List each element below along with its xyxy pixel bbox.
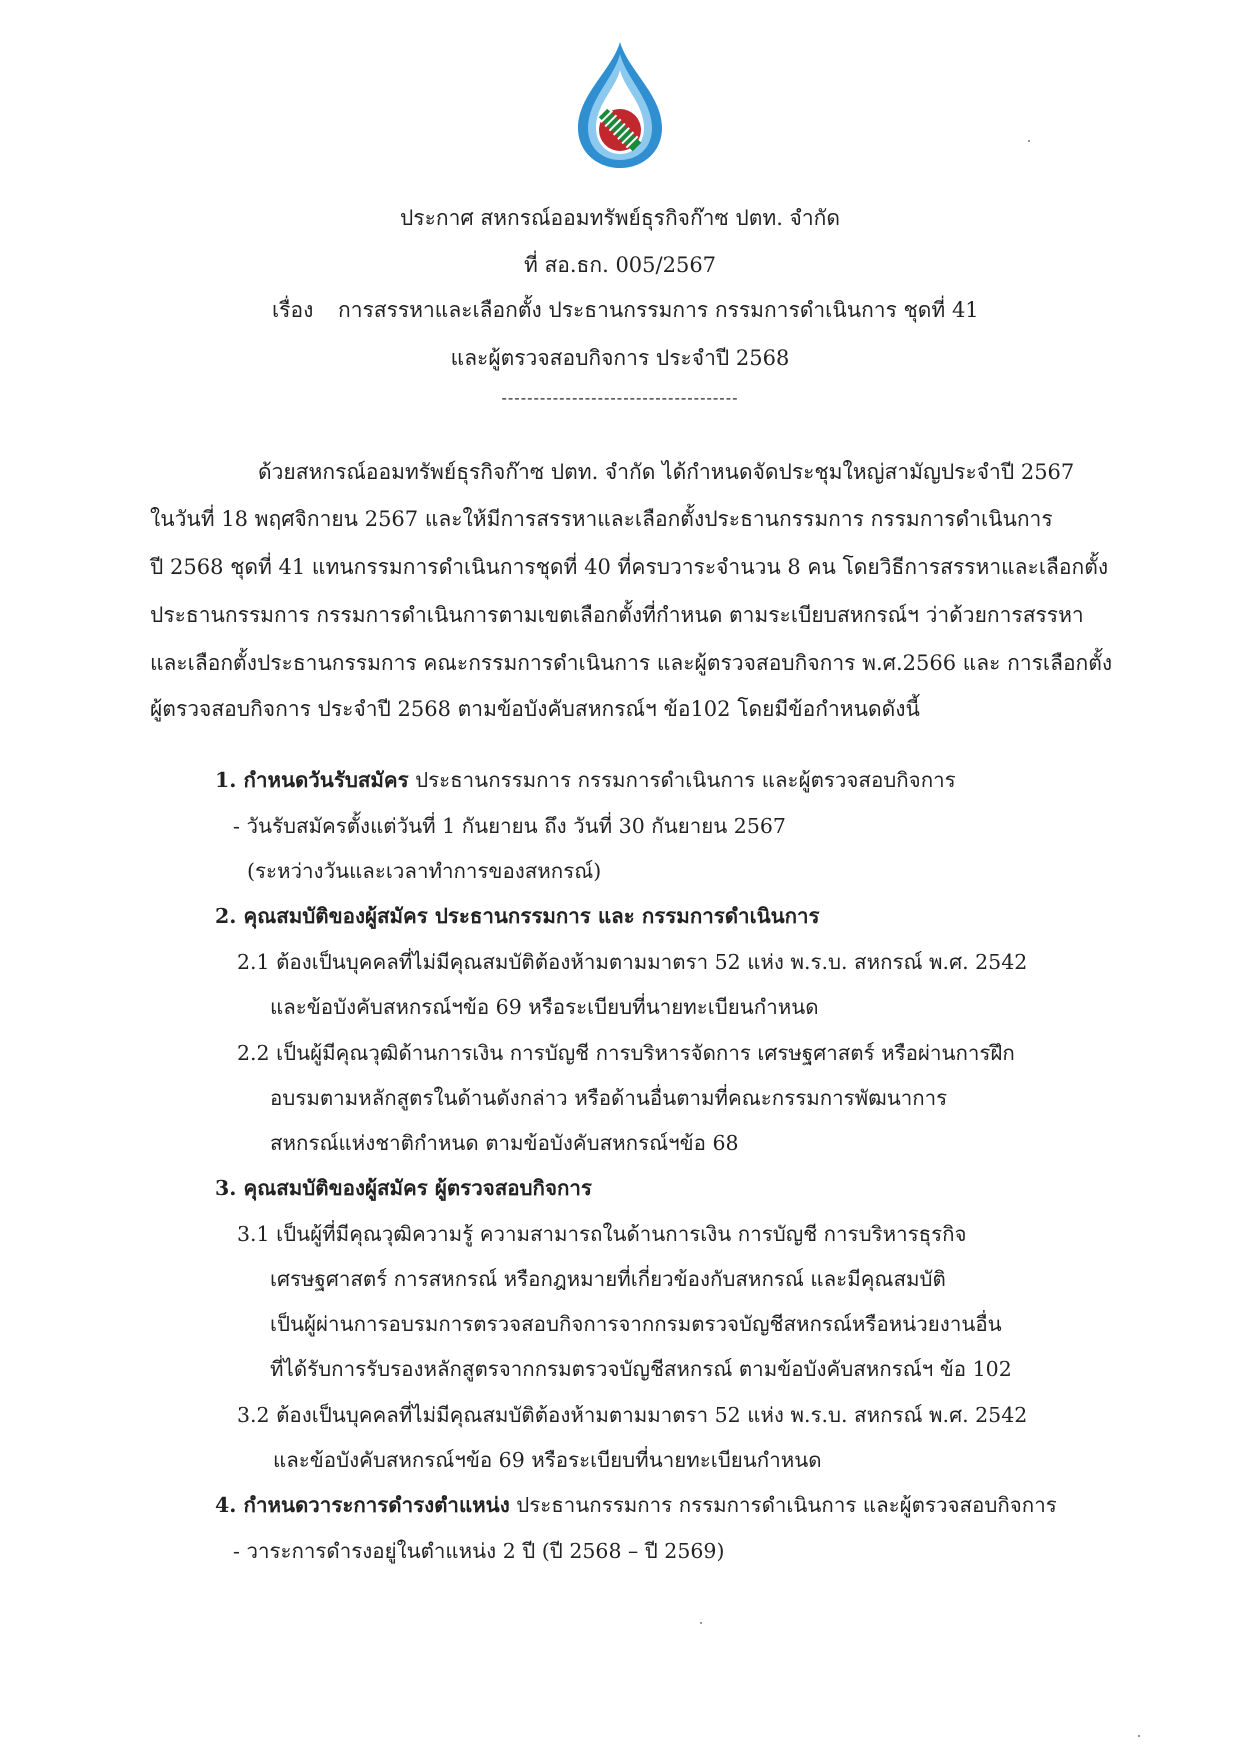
subject-label: เรื่อง [272, 298, 314, 322]
section-4-heading-rest: ประธานกรรมการ กรรมการดำเนินการ และผู้ตรวจสอบกิจการ [509, 1493, 1057, 1517]
section-1-line-2: (ระหว่างวันและเวลาทำการของสหกรณ์) [247, 859, 602, 883]
section-4-line-1: - วาระการดำรงอยู่ในตำแหน่ง 2 ปี (ปี 2568 – ปี 2569) [233, 1539, 725, 1563]
intro-line-3: ปี 2568 ชุดที่ 41 แทนกรรมการดำเนินการชุดที่ 40 ที่ครบวาระจำนวน 8 คน โดยวิธีการสรรหาและเลือกตั้ง [150, 555, 1109, 579]
intro-line-5: และเลือกตั้งประธานกรรมการ คณะกรรมการดำเนินการ และผู้ตรวจสอบกิจการ พ.ศ.2566 และ การเลือกตั้ง [150, 651, 1113, 675]
intro-line-6: ผู้ตรวจสอบกิจการ ประจำปี 2568 ตามข้อบังคับสหกรณ์ฯ ข้อ102 โดยมีข้อกำหนดดังนี้ [150, 697, 920, 721]
section-2-2-line-1: 2.2 เป็นผู้มีคุณวุฒิด้านการเงิน การบัญชี การบริหารจัดการ เศรษฐศาสตร์ หรือผ่านการฝึก [237, 1041, 1015, 1065]
scan-speck [1028, 140, 1030, 142]
section-1-heading-rest: ประธานกรรมการ กรรมการดำเนินการ และผู้ตรวจสอบกิจการ [408, 768, 956, 792]
intro-line-2: ในวันที่ 18 พฤศจิกายน 2567 และให้มีการสรรหาและเลือกตั้งประธานกรรมการ กรรมการดำเนินการ [150, 507, 1053, 531]
intro-line-4: ประธานกรรมการ กรรมการดำเนินการตามเขตเลือกตั้งที่กำหนด ตามระเบียบสหกรณ์ฯ ว่าด้วยการสรรหา [150, 603, 1084, 627]
section-1-line-1: - วันรับสมัครตั้งแต่วันที่ 1 กันยายน ถึง วันที่ 30 กันยายน 2567 [233, 814, 786, 838]
section-3-1-line-3: เป็นผู้ผ่านการอบรมการตรวจสอบกิจการจากกรมตรวจบัญชีสหกรณ์หรือหน่วยงานอื่น [270, 1312, 1002, 1336]
section-3-heading: 3. คุณสมบัติของผู้สมัคร ผู้ตรวจสอบกิจการ [215, 1176, 592, 1200]
header-divider: ------------------------------------- [501, 388, 739, 407]
section-3-2-line-1: 3.2 ต้องเป็นบุคคลที่ไม่มีคุณสมบัติต้องห้ามตามมาตรา 52 แห่ง พ.ร.บ. สหกรณ์ พ.ศ. 2542 [237, 1403, 1028, 1427]
scan-speck [700, 1622, 702, 1624]
section-2-1-line-2: และข้อบังคับสหกรณ์ฯข้อ 69 หรือระเบียบที่นายทะเบียนกำหนด [270, 995, 819, 1019]
section-3-2-line-2: และข้อบังคับสหกรณ์ฯข้อ 69 หรือระเบียบที่นายทะเบียนกำหนด [273, 1448, 822, 1472]
cooperative-logo-icon [572, 40, 668, 170]
section-2-heading: 2. คุณสมบัติของผู้สมัคร ประธานกรรมการ และ กรรมการดำเนินการ [215, 904, 820, 928]
section-1-heading [215, 764, 956, 797]
section-2-1-line-1: 2.1 ต้องเป็นบุคคลที่ไม่มีคุณสมบัติต้องห้ามตามมาตรา 52 แห่ง พ.ร.บ. สหกรณ์ พ.ศ. 2542 [237, 950, 1028, 974]
section-3-1-line-2: เศรษฐศาสตร์ การสหกรณ์ หรือกฎหมายที่เกี่ยวข้องกับสหกรณ์ และมีคุณสมบัติ [270, 1267, 946, 1291]
announcement-title: ประกาศ สหกรณ์ออมทรัพย์ธุรกิจก๊าซ ปตท. จำกัด [399, 206, 841, 230]
subject-line-1: การสรรหาและเลือกตั้ง ประธานกรรมการ กรรมการดำเนินการ ชุดที่ 41 [338, 298, 979, 322]
section-2-2-line-2: อบรมตามหลักสูตรในด้านดังกล่าว หรือด้านอื่นตามที่คณะกรรมการพัฒนาการ [270, 1086, 948, 1110]
section-3-1-line-1: 3.1 เป็นผู้ที่มีคุณวุฒิความรู้ ความสามารถในด้านการเงิน การบัญชี การบริหารธุรกิจ [237, 1222, 967, 1246]
announcement-number: ที่ สอ.ธก. 005/2567 [523, 253, 717, 277]
section-4-heading [215, 1489, 1057, 1522]
section-1-heading-bold: 1. กำหนดวันรับสมัคร [215, 768, 409, 792]
scan-speck [1138, 1735, 1140, 1737]
section-2-2-line-3: สหกรณ์แห่งชาติกำหนด ตามข้อบังคับสหกรณ์ฯข้อ 68 [270, 1131, 739, 1155]
intro-line-1: ด้วยสหกรณ์ออมทรัพย์ธุรกิจก๊าซ ปตท. จำกัด ได้กำหนดจัดประชุมใหญ่สามัญประจำปี 2567 [258, 460, 1075, 484]
section-3-1-line-4: ที่ได้รับการรับรองหลักสูตรจากกรมตรวจบัญชีสหกรณ์ ตามข้อบังคับสหกรณ์ฯ ข้อ 102 [270, 1357, 1012, 1381]
section-4-heading-bold: 4. กำหนดวาระการดำรงตำแหน่ง [215, 1493, 510, 1517]
subject-line-2: และผู้ตรวจสอบกิจการ ประจำปี 2568 [450, 346, 790, 370]
